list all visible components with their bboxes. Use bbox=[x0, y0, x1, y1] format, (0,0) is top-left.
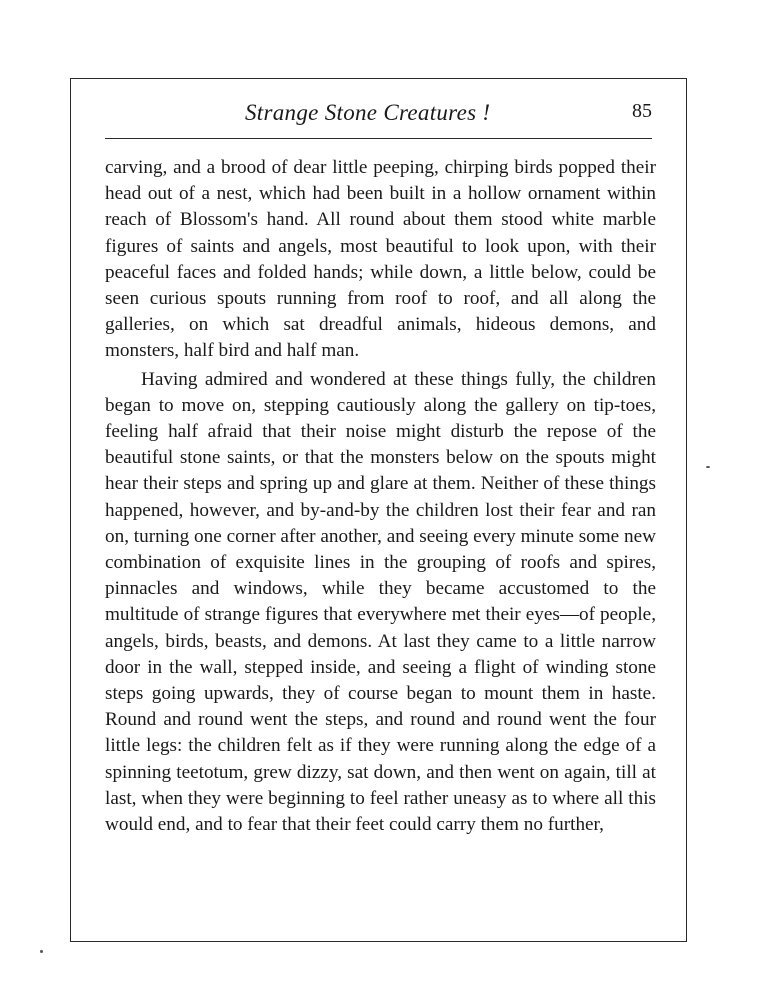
scan-speck bbox=[706, 466, 710, 468]
body-text bbox=[105, 155, 656, 840]
scan-speck bbox=[40, 950, 43, 953]
paragraph: Having admired and wondered at these things fully, the children began to move on, stepping cautiously along the gallery on tip-toes, feeling half afraid that their noise might disturb the repose of the beautiful stone saints, or that the monsters below on the spouts might hear their steps and spring up and glare at them. Neither of these things happened, however, and by-and-by the children lost their fear and ran on, turning one corner after another, and seeing every minute some new combination of exquisite lines in the grouping of roofs and spires, pinnacles and windows, while they became accustomed to the multitude of strange figures that everywhere met their eyes—of people, angels, birds, beasts, and demons. At last they came to a little narrow door in the wall, stepped inside, and seeing a flight of winding stone steps going upwards, they of course began to mount them in haste. Round and round went the steps, and round and round went the four little legs: the children felt as if they were running along the edge of a spinning teetotum, grew dizzy, sat down, and then went on again, till at last, when they were beginning to feel rather uneasy as to where all this would end, and to fear that their feet could carry them no further, bbox=[105, 368, 656, 836]
chapter-title: Strange Stone Creatures ! bbox=[245, 100, 491, 125]
paragraph-continued: carving, and a brood of dear little peeping, chirping birds popped their head out of a nest, which had been built in a hollow ornament within reach of Blossom's hand. All round about them stood white marble figures of saints and angels, most beautiful to look upon, with their peaceful faces and folded hands; while down, a little below, could be seen curious spouts running from roof to roof, and all along the galleries, on which sat dreadful animals, hideous demons, and monsters, half bird and half man. bbox=[105, 157, 656, 362]
page-number: 85 bbox=[632, 100, 652, 122]
running-head bbox=[105, 96, 652, 132]
header-rule bbox=[105, 138, 652, 139]
